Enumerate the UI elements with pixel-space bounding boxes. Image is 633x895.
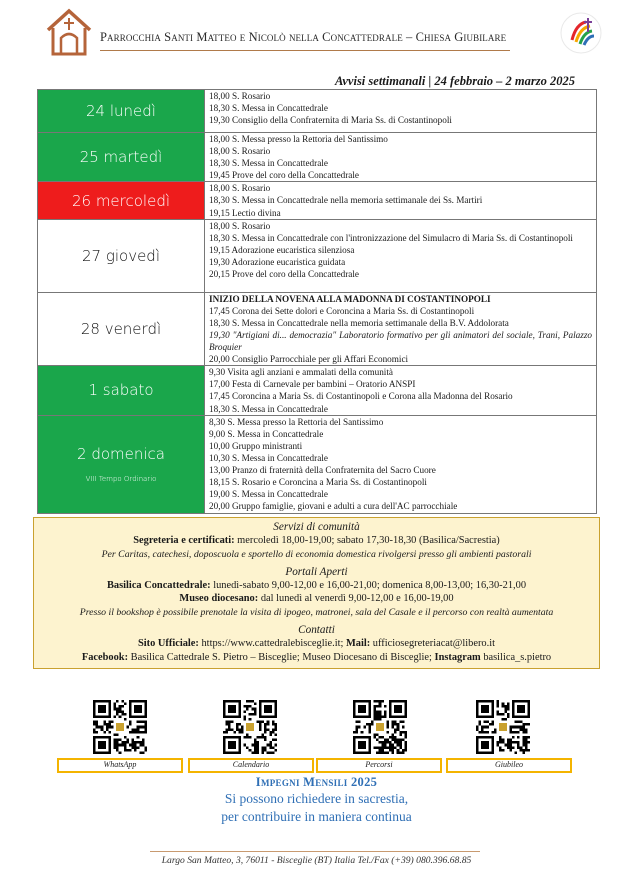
qr-label: WhatsApp [57, 758, 183, 773]
event-item: 19,15 Lectio divina [209, 207, 281, 218]
event-item: 9,00 S. Messa in Concattedrale [209, 428, 324, 439]
event-item: 19,30 "Artigiani di... democrazia" Laboratorio formativo per gli animatori del sociale, Trani, Palazzo Broquier [209, 329, 592, 353]
website-link[interactable]: https://www.cattedralebisceglie.it; [198, 638, 346, 650]
day-label [38, 366, 205, 415]
day-name: 25 martedì [79, 148, 163, 167]
event-item: 10,30 S. Messa in Concattedrale [209, 452, 328, 463]
event-item: 18,30 S. Messa in Concattedrale [209, 403, 328, 414]
day-label [38, 182, 205, 219]
bookshop-note: Presso il bookshop è possibile prenotale la visita di ipogeo, matronei, sala del Casale e il percorso con realtà aumentata [79, 606, 554, 618]
day-name: 27 giovedì [82, 246, 160, 265]
schedule-row [38, 366, 597, 415]
footer-divider [150, 851, 480, 852]
event-item: 8,30 S. Messa presso la Rettoria del Santissimo [209, 416, 384, 427]
event-item: 18,30 S. Messa in Concattedrale con l'intronizzazione del Simulacro di Maria Ss. di Costantinopoli [209, 232, 573, 243]
event-item: 19,45 Prove del coro della Concattedrale [209, 170, 360, 181]
event-item: 18,00 S. Rosario [209, 146, 271, 157]
event-item: 17,45 Corona dei Sette dolori e Coroncina a Maria Ss. di Costantinopoli [209, 305, 475, 316]
address-footer: Largo San Matteo, 3, 76011 - Bisceglie (BT) Italia Tel./Fax (+39) 080.396.68.85 [161, 855, 472, 866]
basilica-hours: Basilica Concattedrale: lunedì-sabato 9,00-12,00 e 16,00-21,00; domenica 8,00-13,00; 16,30-21,00 [106, 580, 527, 592]
website-mail-line: Sito Ufficiale: https://www.cattedralebisceglie.it; Mail: ufficiosegreteriacat@libero.it [138, 638, 495, 650]
church-logo-icon [44, 8, 94, 56]
day-name: 26 mercoledì [71, 191, 171, 210]
contacts-heading: Contatti [298, 624, 335, 637]
qr-code-icon[interactable] [353, 700, 407, 754]
schedule-row [38, 182, 597, 219]
day-label [38, 415, 205, 513]
qr-code-icon[interactable] [223, 700, 277, 754]
weekly-notices-title: Avvisi settimanali | 24 febbraio – 2 marzo 2025 [334, 74, 575, 88]
event-item: 19,30 Adorazione eucaristica guidata [209, 256, 346, 267]
weekly-schedule-table [37, 89, 597, 514]
day-label [38, 219, 205, 292]
day-events [205, 415, 597, 513]
jubilee-logo-icon [558, 10, 604, 56]
day-events [205, 182, 597, 219]
qr-code-icon[interactable] [93, 700, 147, 754]
day-events [205, 219, 597, 292]
facebook-link[interactable]: Basilica Cattedrale S. Pietro – Bisceglie; Museo Diocesano di Bisceglie; [128, 651, 435, 663]
event-item: 19,00 S. Messa in Concattedrale [209, 489, 328, 500]
day-label [38, 133, 205, 182]
schedule-row [38, 90, 597, 133]
commitments-line-2: per contribuire in maniera continua [221, 809, 412, 824]
qr-label: Calendario [188, 758, 314, 773]
day-events [205, 366, 597, 415]
event-item: 17,00 Festa di Carnevale per bambini – Oratorio ANSPI [209, 379, 416, 390]
event-item: 20,15 Prove del coro della Concattedrale [209, 269, 360, 280]
services-heading: Servizi di comunità [273, 521, 360, 533]
event-item: 19,30 Consiglio della Confraternita di Maria Ss. di Costantinopoli [209, 115, 452, 126]
event-item: 19,15 Adorazione eucaristica silenziosa [209, 244, 355, 255]
event-item: 13,00 Pranzo di fraternità della Confraternita del Sacro Cuore [209, 464, 436, 475]
event-item: 18,00 S. Messa presso la Rettoria del Santissimo [209, 134, 388, 144]
commitments-line-1: Si possono richiedere in sacrestia, [224, 791, 409, 806]
event-item: INIZIO DELLA NOVENA ALLA MADONNA DI COSTANTINOPOLI [209, 293, 491, 304]
event-item: 18,00 S. Rosario [209, 220, 271, 231]
community-services-box [33, 517, 600, 669]
mail-link[interactable]: ufficiosegreteriacat@libero.it [370, 638, 495, 650]
commitments-title: Impegni Mensili 2025 [255, 775, 378, 789]
secretariat-line: Segreteria e certificati: mercoledì 18,00-19,00; sabato 17,30-18,30 (Basilica/Sacrestia) [133, 535, 500, 547]
open-portals-heading: Portali Aperti [285, 565, 348, 578]
qr-label: Giubileo [446, 758, 572, 773]
social-line: Facebook: Basilica Cattedrale S. Pietro – Bisceglie; Museo Diocesano di Bisceglie; Instagram basilica_s.pietro [81, 651, 552, 663]
event-item: 20,00 Consiglio Parrocchiale per gli Affari Economici [209, 354, 409, 365]
day-events [205, 90, 597, 133]
day-events [205, 292, 597, 366]
event-item: 18,00 S. Rosario [209, 91, 271, 101]
event-item: 18,30 S. Messa in Concattedrale [209, 103, 328, 114]
qr-code-icon[interactable] [476, 700, 530, 754]
day-name: 28 venerdì [80, 319, 162, 338]
qr-label: Percorsi [316, 758, 442, 773]
liturgical-week: VIII Tempo Ordinario [85, 475, 157, 484]
monthly-commitments [0, 775, 633, 826]
day-label [38, 292, 205, 366]
day-label [38, 90, 205, 133]
event-item: 18,00 S. Rosario [209, 183, 271, 194]
event-item: 17,45 Coroncina a Maria Ss. di Costantinopoli e Corona alla Madonna del Rosario [209, 391, 513, 402]
instagram-link[interactable]: basilica_s.pietro [480, 651, 552, 663]
schedule-row [38, 415, 597, 513]
schedule-row [38, 133, 597, 182]
qr-codes-row [53, 700, 577, 772]
caritas-note: Per Caritas, catechesi, doposcuola e sportello di economia domestica rivolgersi presso gli ambienti pastorali [101, 548, 532, 560]
schedule-row [38, 219, 597, 292]
parish-title: Parrocchia Santi Matteo e Nicolò nella Concattedrale – Chiesa Giubilare [100, 30, 507, 44]
schedule-row [38, 292, 597, 366]
museum-hours: Museo diocesano: dal lunedì al venerdì 9,00-12,00 e 16,00-19,00 [179, 593, 454, 605]
event-item: 18,15 S. Rosario e Coroncina a Maria Ss. di Costantinopoli [209, 477, 427, 488]
event-item: 9,30 Visita agli anziani e ammalati della comunità [209, 367, 393, 378]
page-header [44, 8, 604, 58]
event-item: 18,30 S. Messa in Concattedrale nella memoria settimanale dei Ss. Martiri [209, 195, 483, 206]
day-name: 24 lunedì [86, 102, 156, 120]
event-item: 18,30 S. Messa in Concattedrale nella memoria settimanale della B.V. Addolorata [209, 317, 509, 328]
day-events [205, 133, 597, 182]
event-item: 18,30 S. Messa in Concattedrale [209, 158, 328, 169]
event-item: 10,00 Gruppo ministranti [209, 440, 303, 451]
header-divider [100, 50, 510, 51]
day-name: 2 domenica [77, 445, 165, 464]
day-name: 1 sabato [88, 381, 154, 400]
event-item: 20,00 Gruppo famiglie, giovani e adulti a cura dell'AC parrocchiale [209, 501, 458, 512]
